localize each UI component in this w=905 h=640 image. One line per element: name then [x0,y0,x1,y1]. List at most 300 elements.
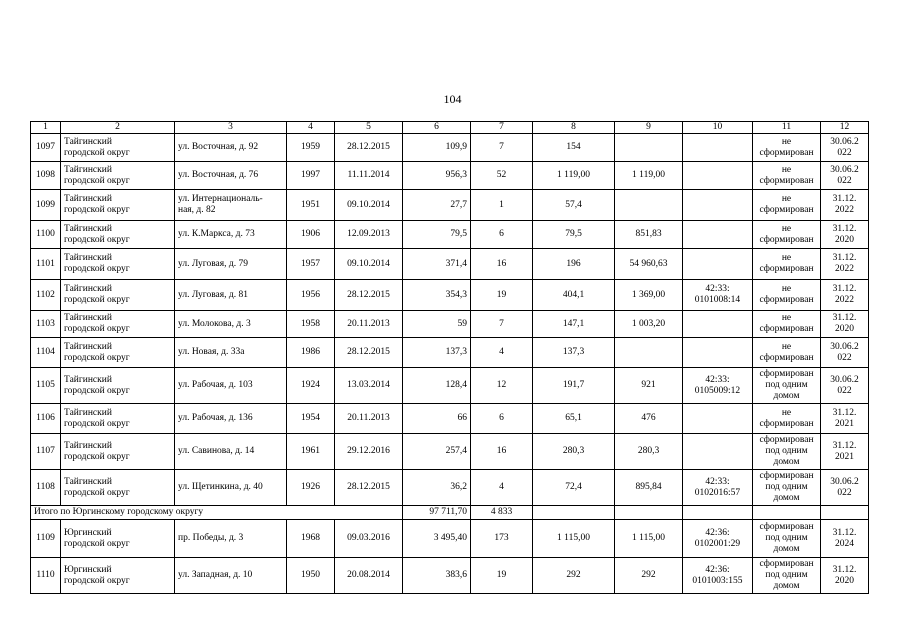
status-cell-line: сформирован [759,264,814,274]
municipality-cell [61,134,175,162]
deadline-cell [821,368,869,404]
table-row [31,162,869,190]
column-header: 1 [31,122,61,134]
table-row [31,338,869,368]
year-cell: 1926 [287,470,335,506]
address-cell-line: ул. Рабочая, д. 103 [178,380,253,390]
year-cell: 1997 [287,162,335,190]
address-cell-line: ул. Щетинкина, д. 40 [178,482,263,492]
date-cell: 09.10.2014 [335,190,403,221]
column-header: 7 [471,122,533,134]
deadline-cell-line: 30.06.2 [830,136,859,147]
deadline-cell-line: 31.12. [832,194,857,204]
status-cell-line: не [781,284,792,294]
people-cell: 1 [471,190,533,221]
value-9-cell: 895,84 [615,470,683,506]
deadline-cell-line: 022 [837,385,852,396]
value-8-cell: 1 119,00 [533,162,615,190]
deadline-cell-line: 2024 [835,538,854,549]
municipality-cell-line: Тайгинский [64,440,112,451]
address-cell-line: ул. Интернациональ- [178,194,263,204]
address-cell [175,221,287,249]
deadline-cell-line: 31.12. [832,223,857,234]
deadline-cell-line: 31.12. [832,440,857,451]
address-cell-line: ул. Западная, д. 10 [178,570,253,580]
column-header: 9 [615,122,683,134]
status-cell-line: не [781,407,792,418]
value-8-cell: 147,1 [533,311,615,338]
subtotal-row [31,506,869,520]
status-cell [753,162,821,190]
status-cell-line: сформирован [759,352,814,363]
deadline-cell [821,434,869,470]
column-header: 4 [287,122,335,134]
address-cell-line: ул. Молокова, д. 3 [178,318,251,329]
table-row [31,558,869,594]
status-cell-line: домом [773,457,800,467]
address-cell [175,162,287,190]
deadline-cell [821,311,869,338]
status-cell-line: под одним [765,380,808,390]
status-cell [753,368,821,404]
status-cell-line: сформирован [759,471,814,481]
cadastral-cell-line: 42:33: [705,374,730,385]
address-cell-line: ул. Восточная, д. 92 [178,142,259,152]
municipality-cell-line: Юргинский [64,564,112,575]
municipality-cell-line: Тайгинский [64,341,112,352]
municipality-cell [61,558,175,594]
date-cell: 20.08.2014 [335,558,403,594]
status-cell-line: сформирован [759,435,814,445]
area-cell: 66 [403,404,471,434]
cadastral-cell [683,221,753,249]
deadline-cell [821,162,869,190]
status-cell-line: не [781,223,792,234]
register-table [30,121,869,594]
deadline-cell-line: 30.06.2 [830,374,859,385]
deadline-cell-line: 31.12. [832,564,857,575]
status-cell-line: сформирован [759,369,814,379]
municipality-cell-line: Тайгинский [64,136,112,147]
cadastral-cell-line: 0102016:57 [694,487,741,498]
column-header: 11 [753,122,821,134]
table-row [31,190,869,221]
area-cell: 36,2 [403,470,471,506]
status-cell [753,404,821,434]
status-cell-line: сформирован [759,205,814,215]
cadastral-cell [683,280,753,311]
deadline-cell-line: 30.06.2 [830,476,859,487]
value-9-cell: 851,83 [615,221,683,249]
year-cell: 1957 [287,249,335,280]
deadline-cell-line: 2020 [835,575,854,586]
value-9-cell: 1 369,00 [615,280,683,311]
municipality-cell-line: городской округ [64,575,130,586]
people-cell: 4 [471,338,533,368]
address-cell-line: ул. Луговая, д. 79 [178,258,248,269]
cadastral-cell [683,311,753,338]
year-cell: 1956 [287,280,335,311]
value-8-cell: 79,5 [533,221,615,249]
area-cell: 109,9 [403,134,471,162]
municipality-cell [61,280,175,311]
municipality-cell-line: городской округ [64,264,130,274]
status-cell-line: не [781,341,792,352]
deadline-cell-line: 30.06.2 [830,164,859,175]
status-cell [753,338,821,368]
status-cell-line: под одним [765,446,808,456]
municipality-cell-line: Тайгинский [64,313,112,323]
date-cell: 09.10.2014 [335,249,403,280]
people-cell: 19 [471,558,533,594]
year-cell: 1968 [287,520,335,558]
address-cell-line: ул. К.Маркса, д. 73 [178,229,255,239]
cadastral-cell-line: 42:36: [705,527,730,538]
value-8-cell: 72,4 [533,470,615,506]
date-cell: 28.12.2015 [335,134,403,162]
municipality-cell-line: городской округ [64,175,130,186]
value-9-cell [615,338,683,368]
municipality-cell-line: городской округ [64,418,130,429]
date-cell: 11.11.2014 [335,162,403,190]
status-cell [753,134,821,162]
value-9-cell: 292 [615,558,683,594]
municipality-cell [61,520,175,558]
deadline-cell-line: 31.12. [832,284,857,294]
date-cell: 20.11.2013 [335,404,403,434]
deadline-cell-line: 2022 [835,295,854,305]
address-cell-line: ная, д. 82 [178,205,216,215]
people-cell: 16 [471,249,533,280]
table-row [31,368,869,404]
table-row [31,404,869,434]
deadline-cell-line: 022 [837,487,852,498]
value-9-cell: 1 115,00 [615,520,683,558]
status-cell [753,434,821,470]
value-8-cell: 404,1 [533,280,615,311]
deadline-cell [821,470,869,506]
year-cell: 1961 [287,434,335,470]
municipality-cell-line: городской округ [64,205,130,215]
status-cell [753,190,821,221]
column-header: 2 [61,122,175,134]
municipality-cell-line: Тайгинский [64,284,112,294]
table-row [31,311,869,338]
deadline-cell [821,134,869,162]
status-cell-line: сформирован [759,418,814,429]
status-cell-line: под одним [765,533,808,543]
subtotal-area: 97 711,70 [403,506,471,520]
municipality-cell [61,311,175,338]
record-number-cell: 1107 [31,434,61,470]
value-9-cell [615,134,683,162]
value-8-cell: 57,4 [533,190,615,221]
year-cell: 1906 [287,221,335,249]
area-cell: 354,3 [403,280,471,311]
status-cell-line: сформирован [759,295,814,305]
value-9-cell: 1 119,00 [615,162,683,190]
date-cell: 28.12.2015 [335,470,403,506]
area-cell: 257,4 [403,434,471,470]
status-cell-line: не [781,253,792,263]
cadastral-cell-line: 0105009:12 [694,385,741,396]
municipality-cell-line: городской округ [64,324,130,334]
status-cell-line: не [781,164,792,175]
cadastral-cell [683,520,753,558]
cadastral-cell [683,338,753,368]
municipality-cell [61,338,175,368]
value-8-cell: 154 [533,134,615,162]
status-cell-line: не [781,313,792,323]
address-cell-line: ул. Новая, д. 33а [178,347,245,357]
people-cell: 6 [471,404,533,434]
value-8-cell: 65,1 [533,404,615,434]
status-cell [753,558,821,594]
column-header: 5 [335,122,403,134]
municipality-cell-line: Тайгинский [64,253,112,263]
deadline-cell [821,280,869,311]
area-cell: 956,3 [403,162,471,190]
address-cell-line: ул. Савинова, д. 14 [178,446,255,456]
status-cell [753,280,821,311]
column-header: 10 [683,122,753,134]
people-cell: 19 [471,280,533,311]
status-cell [753,249,821,280]
deadline-cell [821,221,869,249]
area-cell: 383,6 [403,558,471,594]
empty-cell [533,506,615,520]
year-cell: 1958 [287,311,335,338]
cadastral-cell-line: 0101008:14 [694,295,741,305]
empty-cell [615,506,683,520]
status-cell-line: сформирован [759,522,814,532]
record-number-cell: 1099 [31,190,61,221]
status-cell [753,470,821,506]
column-header: 8 [533,122,615,134]
record-number-cell: 1105 [31,368,61,404]
value-9-cell: 280,3 [615,434,683,470]
deadline-cell-line: 2022 [835,205,854,215]
deadline-cell [821,558,869,594]
column-header: 6 [403,122,471,134]
cadastral-cell [683,368,753,404]
municipality-cell-line: городской округ [64,385,130,396]
address-cell [175,520,287,558]
cadastral-cell [683,470,753,506]
municipality-cell [61,404,175,434]
deadline-cell-line: 022 [837,352,852,363]
municipality-cell-line: городской округ [64,352,130,363]
value-9-cell: 54 960,63 [615,249,683,280]
value-8-cell: 137,3 [533,338,615,368]
record-number-cell: 1103 [31,311,61,338]
subtotal-people: 4 833 [471,506,533,520]
municipality-cell [61,368,175,404]
people-cell: 173 [471,520,533,558]
record-number-cell: 1108 [31,470,61,506]
cadastral-cell-line: 0101003:155 [692,575,743,586]
table-row [31,470,869,506]
status-cell-line: сформирован [759,147,814,158]
page-number: 104 [443,92,462,106]
address-cell-line: ул. Восточная, д. 76 [178,170,259,180]
value-8-cell: 292 [533,558,615,594]
deadline-cell-line: 31.12. [832,527,857,538]
cadastral-cell [683,162,753,190]
address-cell-line: пр. Победы, д. 3 [178,533,244,543]
municipality-cell-line: Тайгинский [64,164,112,175]
cadastral-cell-line: 42:36: [705,564,730,575]
column-numbers-row [31,122,869,134]
municipality-cell-line: Тайгинский [64,374,112,385]
area-cell: 137,3 [403,338,471,368]
value-8-cell: 1 115,00 [533,520,615,558]
value-8-cell: 191,7 [533,368,615,404]
people-cell: 4 [471,470,533,506]
municipality-cell-line: городской округ [64,538,130,549]
date-cell: 09.03.2016 [335,520,403,558]
year-cell: 1954 [287,404,335,434]
municipality-cell [61,190,175,221]
municipality-cell [61,434,175,470]
people-cell: 7 [471,311,533,338]
deadline-cell-line: 31.12. [832,253,857,263]
date-cell: 12.09.2013 [335,221,403,249]
empty-cell [753,506,821,520]
address-cell [175,368,287,404]
cadastral-cell [683,434,753,470]
municipality-cell [61,162,175,190]
address-cell [175,134,287,162]
year-cell: 1924 [287,368,335,404]
value-8-cell: 280,3 [533,434,615,470]
address-cell-line: ул. Рабочая, д. 136 [178,413,253,423]
subtotal-label: Итого по Юргинскому городскому округу [31,506,403,520]
cadastral-cell [683,134,753,162]
municipality-cell-line: городской округ [64,147,130,158]
record-number-cell: 1101 [31,249,61,280]
deadline-cell [821,404,869,434]
deadline-cell [821,249,869,280]
record-number-cell: 1097 [31,134,61,162]
municipality-cell-line: городской округ [64,451,130,462]
status-cell-line: под одним [765,482,808,492]
address-cell [175,338,287,368]
date-cell: 29.12.2016 [335,434,403,470]
record-number-cell: 1100 [31,221,61,249]
municipality-cell-line: городской округ [64,295,130,305]
status-cell [753,520,821,558]
cadastral-cell-line: 42:33: [705,476,730,487]
deadline-cell-line: 022 [837,147,852,158]
record-number-cell: 1102 [31,280,61,311]
value-9-cell: 476 [615,404,683,434]
municipality-cell-line: городской округ [64,487,130,498]
table-row [31,221,869,249]
deadline-cell [821,520,869,558]
status-cell-line: под одним [765,570,808,580]
municipality-cell [61,249,175,280]
status-cell-line: домом [773,544,800,554]
municipality-cell [61,470,175,506]
status-cell-line: сформирован [759,175,814,186]
status-cell-line: сформирован [759,234,814,245]
address-cell [175,470,287,506]
date-cell: 28.12.2015 [335,338,403,368]
table-row [31,249,869,280]
status-cell-line: домом [773,493,800,503]
record-number-cell: 1106 [31,404,61,434]
year-cell: 1950 [287,558,335,594]
cadastral-cell [683,190,753,221]
value-9-cell [615,190,683,221]
year-cell: 1951 [287,190,335,221]
address-cell [175,249,287,280]
column-header: 12 [821,122,869,134]
area-cell: 79,5 [403,221,471,249]
status-cell-line: домом [773,581,800,591]
deadline-cell-line: 31.12. [832,313,857,323]
municipality-cell-line: Тайгинский [64,223,112,234]
cadastral-cell [683,249,753,280]
people-cell: 12 [471,368,533,404]
address-cell [175,558,287,594]
value-9-cell: 1 003,20 [615,311,683,338]
deadline-cell-line: 2021 [835,418,854,429]
area-cell: 371,4 [403,249,471,280]
deadline-cell [821,338,869,368]
table-row [31,134,869,162]
year-cell: 1959 [287,134,335,162]
deadline-cell-line: 31.12. [832,407,857,418]
value-8-cell: 196 [533,249,615,280]
empty-cell [683,506,753,520]
address-cell [175,311,287,338]
status-cell-line: не [781,194,792,204]
municipality-cell-line: городской округ [64,234,130,245]
table-row [31,520,869,558]
area-cell: 59 [403,311,471,338]
status-cell-line: домом [773,391,800,401]
address-cell-line: ул. Луговая, д. 81 [178,289,248,300]
people-cell: 16 [471,434,533,470]
date-cell: 28.12.2015 [335,280,403,311]
deadline-cell-line: 2021 [835,451,854,462]
status-cell [753,221,821,249]
area-cell: 3 495,40 [403,520,471,558]
column-header: 3 [175,122,287,134]
municipality-cell-line: Тайгинский [64,476,112,487]
deadline-cell-line: 2020 [835,324,854,334]
date-cell: 20.11.2013 [335,311,403,338]
municipality-cell-line: Юргинский [64,527,112,538]
people-cell: 6 [471,221,533,249]
municipality-cell [61,221,175,249]
record-number-cell: 1104 [31,338,61,368]
cadastral-cell-line: 42:33: [705,284,730,294]
deadline-cell-line: 022 [837,175,852,186]
table-row [31,434,869,470]
municipality-cell-line: Тайгинский [64,407,112,418]
area-cell: 27,7 [403,190,471,221]
deadline-cell-line: 2020 [835,234,854,245]
record-number-cell: 1109 [31,520,61,558]
date-cell: 13.03.2014 [335,368,403,404]
status-cell-line: не [781,136,792,147]
table-row [31,280,869,311]
cadastral-cell [683,404,753,434]
status-cell-line: сформирован [759,559,814,569]
